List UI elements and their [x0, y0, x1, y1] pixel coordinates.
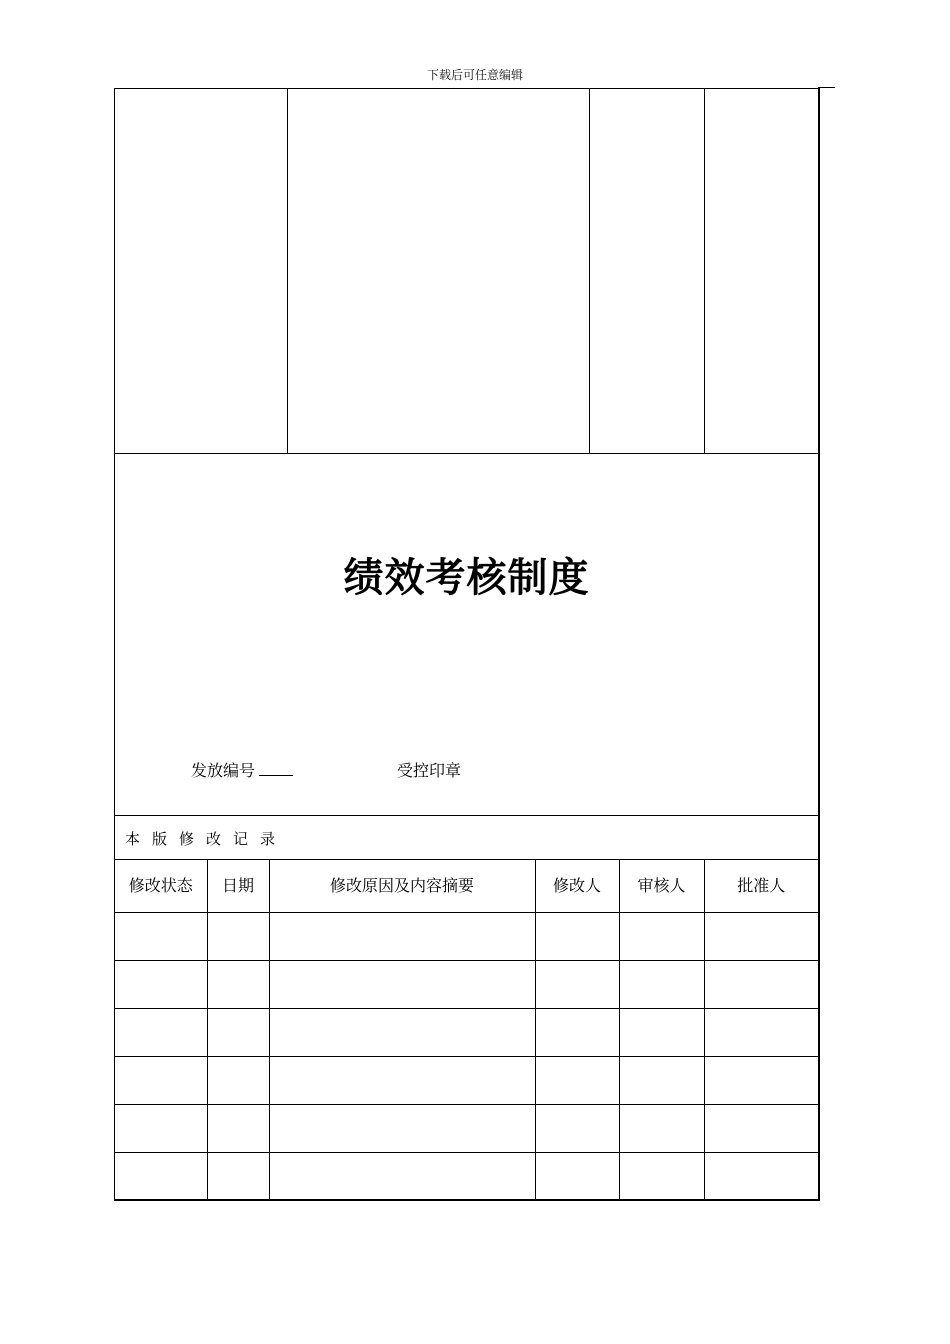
table-cell[interactable]: [115, 1056, 207, 1104]
column-header: 审核人: [619, 860, 704, 912]
revision-table: [115, 860, 818, 1200]
table-cell[interactable]: [207, 1152, 269, 1200]
table-cell[interactable]: [269, 1008, 535, 1056]
column-header: 修改人: [535, 860, 619, 912]
table-cell[interactable]: [619, 960, 704, 1008]
issue-number: [191, 758, 293, 781]
table-cell[interactable]: [115, 960, 207, 1008]
table-cell[interactable]: [619, 1104, 704, 1152]
table-cell[interactable]: [269, 960, 535, 1008]
table-cell[interactable]: [535, 1152, 619, 1200]
table-cell[interactable]: [619, 1008, 704, 1056]
document-frame: [114, 88, 820, 1201]
table-row: [115, 912, 818, 960]
table-row: [115, 1152, 818, 1200]
top-divider-3: [704, 89, 705, 453]
table-cell[interactable]: [704, 1008, 818, 1056]
table-cell[interactable]: [207, 912, 269, 960]
table-cell[interactable]: [269, 1152, 535, 1200]
table-cell[interactable]: [115, 1008, 207, 1056]
controlled-seal-label: 受控印章: [397, 761, 462, 780]
issue-number-label: 发放编号: [191, 761, 256, 780]
table-cell[interactable]: [704, 960, 818, 1008]
column-header: 日期: [207, 860, 269, 912]
table-cell[interactable]: [535, 960, 619, 1008]
table-cell[interactable]: [619, 1056, 704, 1104]
table-cell[interactable]: [115, 1104, 207, 1152]
table-cell[interactable]: [269, 1056, 535, 1104]
top-info-block: [115, 89, 818, 454]
table-cell[interactable]: [269, 1104, 535, 1152]
table-cell[interactable]: [535, 912, 619, 960]
header-note: 下载后可任意编辑: [426, 68, 523, 82]
top-divider-1: [287, 89, 288, 453]
table-row: [115, 1104, 818, 1152]
title-block: [115, 454, 818, 816]
table-row: [115, 960, 818, 1008]
table-cell[interactable]: [619, 1152, 704, 1200]
column-header: 修改状态: [115, 860, 207, 912]
table-cell[interactable]: [207, 1056, 269, 1104]
revision-record-header: [115, 816, 818, 860]
table-cell[interactable]: [269, 912, 535, 960]
revision-table-header-row: [115, 860, 818, 912]
table-cell[interactable]: [115, 1152, 207, 1200]
table-cell[interactable]: [207, 1008, 269, 1056]
table-cell[interactable]: [704, 912, 818, 960]
document-title: 绩效考核制度: [343, 555, 590, 601]
column-header: 修改原因及内容摘要: [269, 860, 535, 912]
table-cell[interactable]: [704, 1104, 818, 1152]
table-cell[interactable]: [207, 1104, 269, 1152]
table-cell[interactable]: [535, 1056, 619, 1104]
header-rule: [818, 87, 835, 88]
table-cell[interactable]: [115, 912, 207, 960]
table-cell[interactable]: [704, 1056, 818, 1104]
table-cell[interactable]: [619, 912, 704, 960]
table-row: [115, 1008, 818, 1056]
table-cell[interactable]: [535, 1104, 619, 1152]
column-header: 批准人: [704, 860, 818, 912]
table-cell[interactable]: [207, 960, 269, 1008]
table-cell[interactable]: [535, 1008, 619, 1056]
top-divider-2: [589, 89, 590, 453]
table-cell[interactable]: [704, 1152, 818, 1200]
revision-record-title: 本版修改记录: [125, 830, 288, 848]
issue-number-blank[interactable]: [259, 761, 293, 776]
table-row: [115, 1056, 818, 1104]
